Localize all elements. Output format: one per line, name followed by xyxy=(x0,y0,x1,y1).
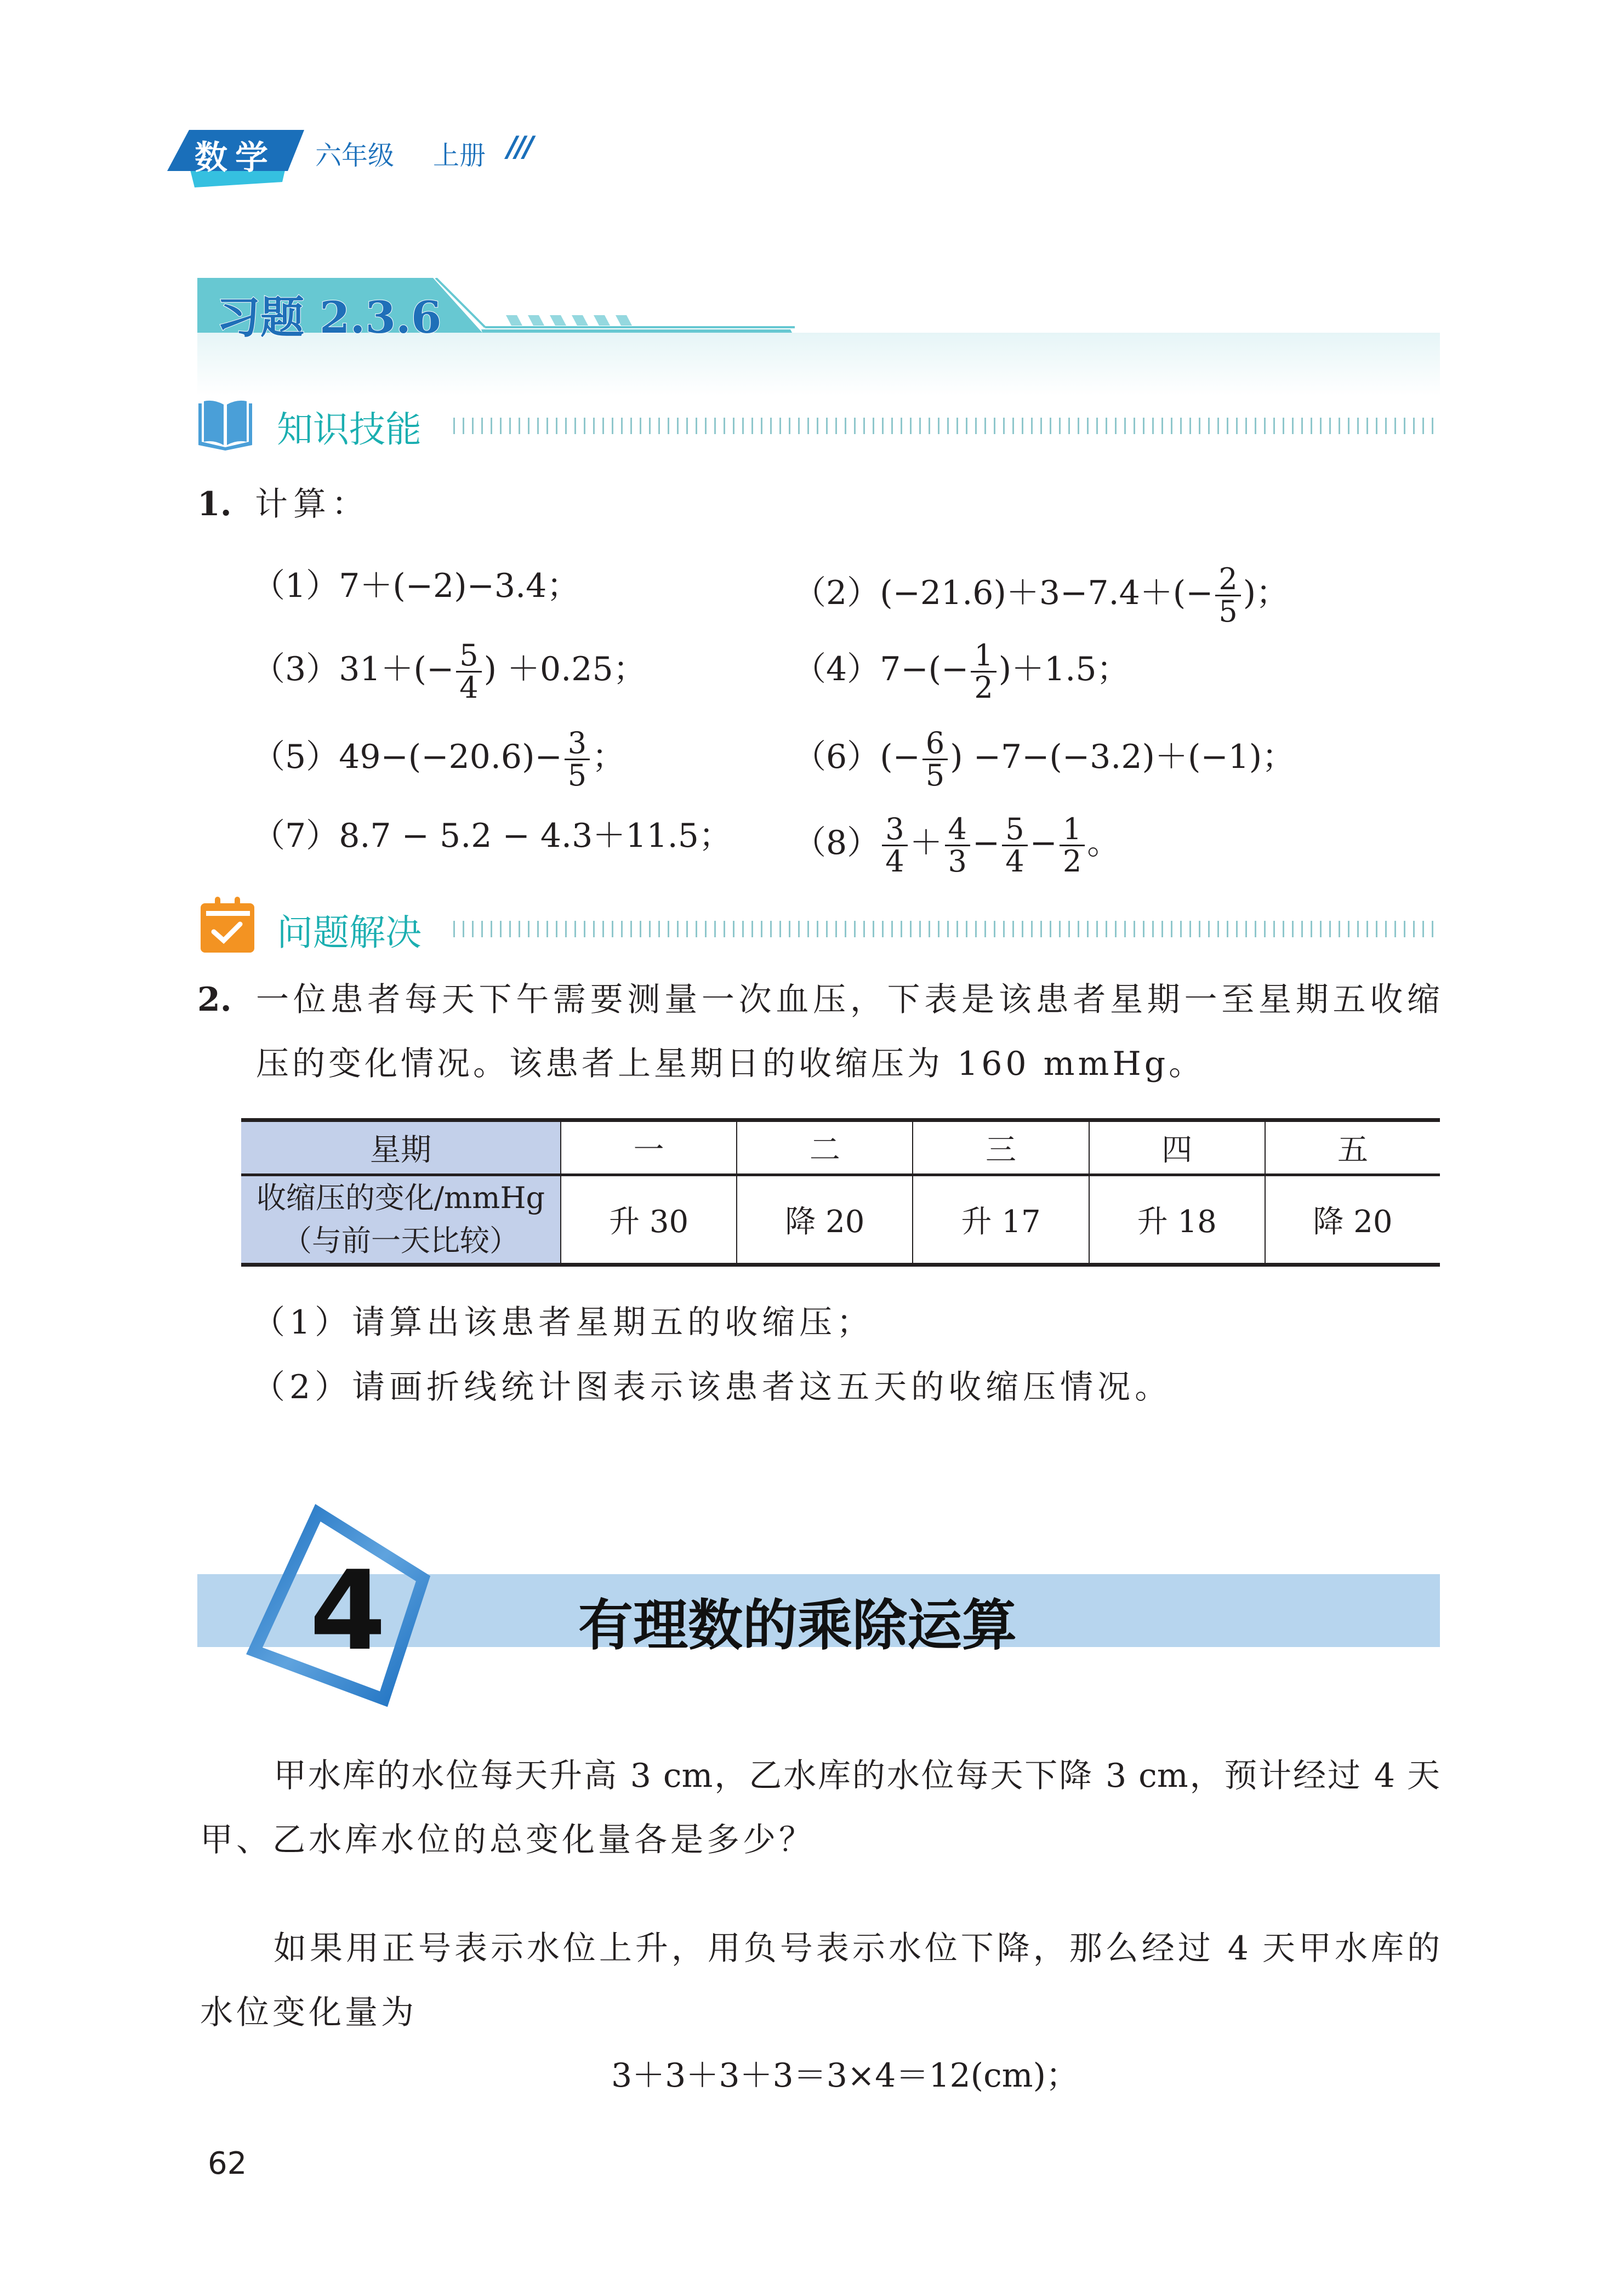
expression-text: 7−(− xyxy=(880,650,969,689)
denominator: 4 xyxy=(1005,844,1024,879)
table-cell: 升 30 xyxy=(561,1175,737,1265)
table-row xyxy=(241,1120,1440,1175)
expression-text: ) ＋0.25； xyxy=(483,650,646,689)
table-cell: 三 xyxy=(913,1120,1089,1175)
subquestion: （2）请画折线统计图表示该患者这五天的收缩压情况。 xyxy=(252,1368,1172,1406)
denominator: 2 xyxy=(1062,844,1082,879)
expression-text: − xyxy=(1029,824,1057,863)
numerator: 5 xyxy=(1002,814,1027,846)
denominator: 4 xyxy=(459,670,479,705)
calc-item-label: （3） xyxy=(252,650,339,689)
numerator: 6 xyxy=(922,728,948,760)
calc-item xyxy=(793,728,1295,791)
problem1-title: 计算： xyxy=(255,485,370,523)
paragraph-line: 甲水库的水位每天升高 3 cm，乙水库的水位每天下降 3 cm，预计经过 4 天 xyxy=(274,1757,1440,1795)
calc-item xyxy=(252,814,732,858)
expression-text: 8.7 − 5.2 − 4.3＋11.5； xyxy=(339,817,732,855)
fraction xyxy=(945,814,970,877)
numerator: 2 xyxy=(1215,564,1240,596)
header-grade: 六年级 xyxy=(315,140,395,171)
calc-item-label: （6） xyxy=(793,738,880,777)
fraction xyxy=(1002,814,1027,877)
table-cell: 升 18 xyxy=(1089,1175,1265,1265)
table-header-cell xyxy=(241,1175,561,1265)
expression-text: − xyxy=(972,824,1000,863)
calc-item-label: （4） xyxy=(793,650,880,689)
section-title: 习题 2.3.6 xyxy=(217,292,442,343)
table-cell: 一 xyxy=(561,1120,737,1175)
denominator: 5 xyxy=(1218,594,1238,629)
expression-text: ) −7−(−3.2)＋(−1)； xyxy=(950,738,1295,777)
table-cell: 四 xyxy=(1089,1120,1265,1175)
fraction xyxy=(456,640,481,703)
fraction xyxy=(882,814,907,877)
denominator: 4 xyxy=(885,844,904,879)
calc-item xyxy=(252,728,625,791)
expression-text: (−21.6)＋3−7.4＋(− xyxy=(880,574,1214,613)
header-volume: 上册 xyxy=(433,140,486,171)
denominator: 5 xyxy=(567,758,587,793)
expression-text: (− xyxy=(880,738,920,777)
calc-item xyxy=(793,640,1130,703)
table-cell: 五 xyxy=(1265,1120,1440,1175)
numerator: 5 xyxy=(456,640,481,673)
table-cell: 降 20 xyxy=(1265,1175,1440,1265)
problem2-line: 压的变化情况。该患者上星期日的收缩压为 160 mmHg。 xyxy=(256,1045,1205,1083)
table-cell: 二 xyxy=(737,1120,913,1175)
table-header-cell: 星期 xyxy=(241,1120,561,1175)
calc-item xyxy=(793,564,1289,627)
expression-text: 49−(−20.6)− xyxy=(339,738,562,777)
numerator: 1 xyxy=(1060,814,1085,846)
divider-dots xyxy=(453,418,1440,434)
row-header-line: （与前一天比较） xyxy=(282,1223,519,1258)
calc-item xyxy=(252,564,579,608)
calc-item xyxy=(793,814,1120,877)
expression-text: ＋ xyxy=(909,824,943,863)
row-header-line: 收缩压的变化/mmHg xyxy=(256,1181,545,1215)
header-slashes: /// xyxy=(507,130,532,163)
section-title-band xyxy=(197,278,1440,396)
denominator: 3 xyxy=(948,844,967,879)
fraction xyxy=(1060,814,1085,877)
expression-text: 7＋(−2)−3.4； xyxy=(339,567,580,605)
header-badge xyxy=(164,127,307,187)
expression-text: )＋1.5； xyxy=(998,650,1130,689)
fraction xyxy=(922,728,948,791)
paragraph-line: 甲、乙水库水位的总变化量各是多少？ xyxy=(200,1821,815,1859)
numerator: 4 xyxy=(945,814,970,846)
solving-heading: 问题解决 xyxy=(277,911,422,954)
paragraph-line: 如果用正号表示水位上升，用负号表示水位下降，那么经过 4 天甲水库的 xyxy=(274,1929,1440,1968)
calc-item-label: （2） xyxy=(793,574,880,613)
problem1-number: 1. xyxy=(197,485,232,523)
chapter-number: 4 xyxy=(310,1547,386,1675)
chapter-title: 有理数的乘除运算 xyxy=(578,1593,1017,1657)
fraction xyxy=(565,728,590,791)
table-row xyxy=(241,1175,1440,1265)
paragraph-line: 水位变化量为 xyxy=(200,1993,417,2032)
subject-label: 数学 xyxy=(195,139,276,177)
knowledge-heading: 知识技能 xyxy=(277,408,422,451)
fraction xyxy=(971,640,996,703)
expression-text: 31＋(− xyxy=(339,650,454,689)
calendar-check-icon xyxy=(197,895,254,957)
table-cell: 升 17 xyxy=(913,1175,1089,1265)
denominator: 2 xyxy=(974,670,993,705)
expression-text: )； xyxy=(1243,574,1289,613)
calc-item-label: （8） xyxy=(793,824,880,863)
numerator: 3 xyxy=(565,728,590,760)
page-number: 62 xyxy=(208,2146,247,2181)
blood-pressure-table xyxy=(241,1118,1440,1267)
calc-item xyxy=(252,640,646,703)
subquestion: （1）请算出该患者星期五的收缩压； xyxy=(252,1303,874,1342)
numerator: 1 xyxy=(971,640,996,673)
calc-item-label: （1） xyxy=(252,567,339,605)
table-cell: 降 20 xyxy=(737,1175,913,1265)
problem2-number: 2. xyxy=(197,981,232,1019)
fraction xyxy=(1215,564,1240,627)
calc-item-label: （7） xyxy=(252,817,339,855)
expression-text: ； xyxy=(592,738,625,777)
denominator: 5 xyxy=(925,758,945,793)
problem2-line: 一位患者每天下午需要测量一次血压，下表是该患者星期一至星期五收缩 xyxy=(256,981,1440,1019)
book-icon xyxy=(197,399,253,454)
numerator: 3 xyxy=(882,814,907,846)
formula: 3＋3＋3＋3＝3×4＝12(cm)； xyxy=(611,2056,1079,2095)
expression-text: 。 xyxy=(1087,824,1120,863)
divider-dots xyxy=(453,921,1440,937)
calc-item-label: （5） xyxy=(252,738,339,777)
